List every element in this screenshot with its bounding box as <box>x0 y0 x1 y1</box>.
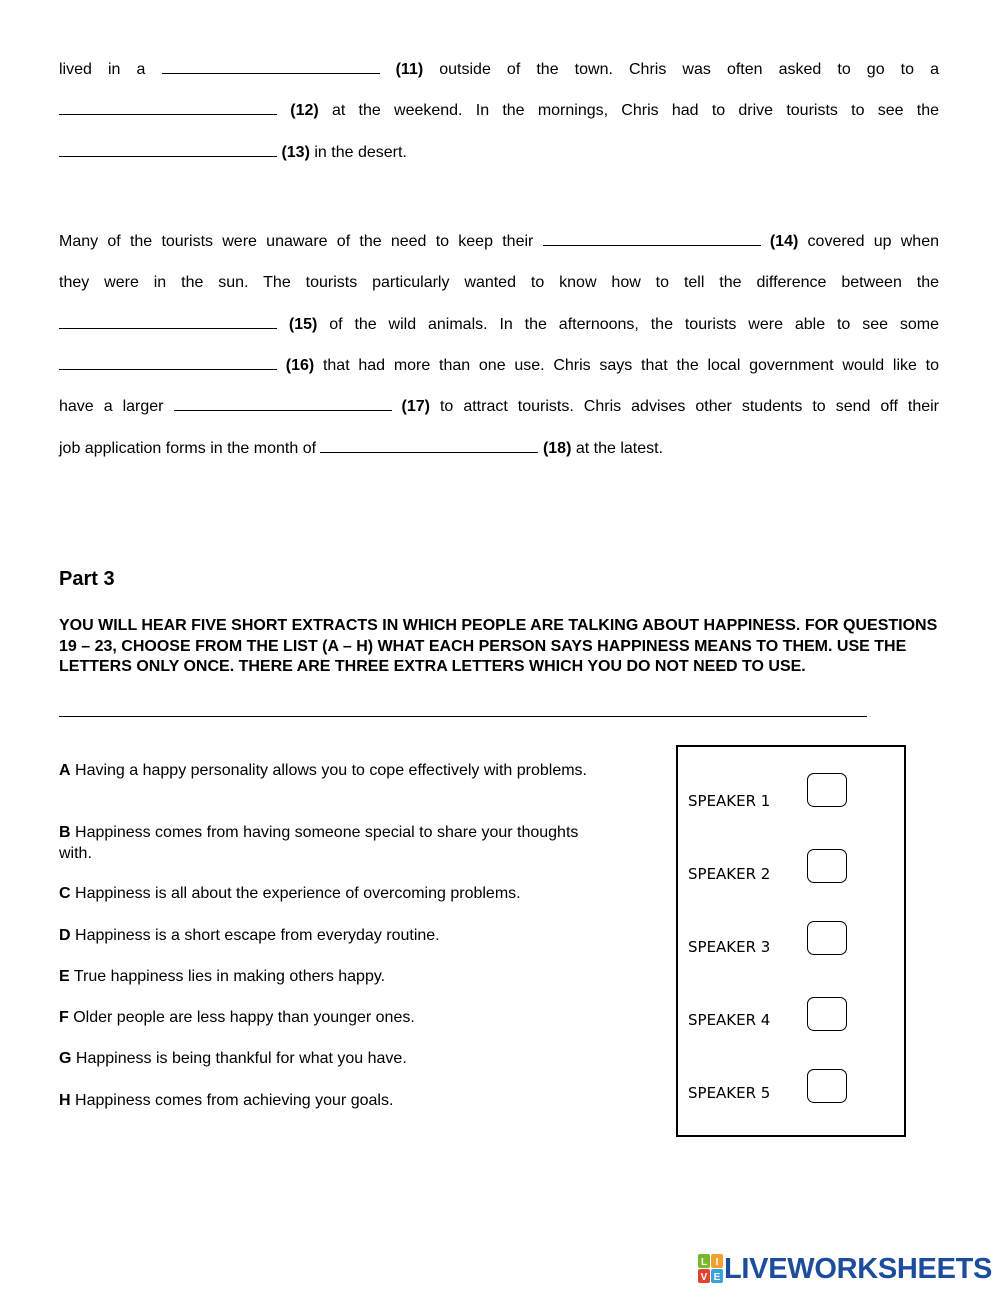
question-number-15: (15) <box>288 316 318 333</box>
passage-line-plain <box>59 273 939 293</box>
logo-icon-letter: L <box>700 1257 708 1268</box>
option-letter: B <box>59 824 71 841</box>
question-number-13: (13) <box>281 144 310 161</box>
option-a <box>59 761 599 782</box>
passage-text: they were in the sun. The tourists particularly wanted to know how to tell the difference between the <box>59 274 939 291</box>
speaker-4-answer-box[interactable] <box>807 997 847 1031</box>
option-text: Happiness comes from having someone special to share your thoughts with. <box>59 824 579 862</box>
option-letter: E <box>59 968 70 985</box>
passage-line-13 <box>59 142 939 163</box>
question-number-11: (11) <box>395 61 424 78</box>
passage-text: at the weekend. In the mornings, Chris had to drive tourists to see the <box>318 102 940 119</box>
passage-text: to attract tourists. Chris advises other students to send off their <box>429 398 940 415</box>
passage-line-15 <box>59 314 939 335</box>
logo-text: LIVEWORKSHEETS <box>724 1252 993 1285</box>
passage-text: at the latest. <box>571 440 663 457</box>
liveworksheets-logo-icon <box>698 1254 724 1284</box>
answer-blank-15[interactable] <box>59 314 277 329</box>
option-letter: F <box>59 1009 69 1026</box>
passage-text: in the desert. <box>309 144 407 161</box>
option-text: Having a happy personality allows you to cope effectively with problems. <box>70 762 587 779</box>
passage-line-12 <box>59 100 939 121</box>
question-number-14: (14) <box>769 233 799 250</box>
passage-text: Many of the tourists were unaware of the need to keep their <box>59 233 543 250</box>
option-c <box>59 884 619 905</box>
liveworksheets-logo <box>698 1253 992 1285</box>
logo-icon-letter: I <box>715 1257 719 1268</box>
option-text: Happiness comes from achieving your goals. <box>70 1092 394 1109</box>
option-g <box>59 1049 599 1070</box>
speaker-4-label: SPEAKER 4 <box>688 1011 771 1029</box>
passage-line-17 <box>59 396 939 417</box>
speaker-1-answer-box[interactable] <box>807 773 847 807</box>
answer-blank-16[interactable] <box>59 355 277 370</box>
speaker-answer-panel <box>676 745 906 1137</box>
passage-line-18 <box>59 438 939 459</box>
part-instructions: YOU WILL HEAR FIVE SHORT EXTRACTS IN WHICH PEOPLE ARE TALKING ABOUT HAPPINESS. FOR QUESTIONS 19 – 23, CHOOSE FROM THE LIST (A – H) WHAT EACH PERSON SAYS HAPPINESS MEANS TO THEM. USE THE LETTERS ONLY ONCE. THERE ARE THREE EXTRA LETTERS WHICH YOU DO NOT NEED TO USE. <box>59 617 938 675</box>
question-number-16: (16) <box>285 357 315 374</box>
option-h <box>59 1091 599 1112</box>
option-text: Older people are less happy than younger ones. <box>68 1009 415 1026</box>
option-text: Happiness is a short escape from everyday routine. <box>70 927 440 944</box>
option-letter: G <box>59 1050 72 1067</box>
option-text: Happiness is all about the experience of overcoming problems. <box>70 885 521 902</box>
passage-text: outside of the town. Chris was often asked to go to a <box>423 61 940 78</box>
speaker-3-answer-box[interactable] <box>807 921 847 955</box>
passage-line-11 <box>59 59 939 80</box>
option-letter: A <box>59 762 71 779</box>
divider <box>59 716 867 717</box>
option-d <box>59 926 599 947</box>
option-letter: H <box>59 1092 71 1109</box>
option-f <box>59 1008 599 1029</box>
speaker-3-label: SPEAKER 3 <box>688 938 771 956</box>
logo-icon-letter: V <box>700 1272 708 1283</box>
question-number-12: (12) <box>290 102 319 119</box>
passage-text: covered up when <box>798 233 939 250</box>
passage-text: of the wild animals. In the afternoons, the tourists were able to see some <box>317 316 940 333</box>
speaker-2-answer-box[interactable] <box>807 849 847 883</box>
answer-blank-11[interactable] <box>162 59 380 74</box>
question-number-17: (17) <box>401 398 430 415</box>
passage-text: job application forms in the month of <box>59 440 321 457</box>
answer-blank-17[interactable] <box>174 396 392 411</box>
option-b <box>59 823 599 864</box>
part-title: Part 3 <box>59 568 115 590</box>
option-e <box>59 967 599 988</box>
answer-blank-13[interactable] <box>59 142 277 157</box>
answer-blank-14[interactable] <box>543 231 761 246</box>
speaker-5-answer-box[interactable] <box>807 1069 847 1103</box>
passage-text: lived in a <box>59 61 162 78</box>
speaker-2-label: SPEAKER 2 <box>688 865 771 883</box>
answer-blank-12[interactable] <box>59 100 277 115</box>
option-text: True happiness lies in making others happy. <box>69 968 386 985</box>
passage-text: have a larger <box>59 398 174 415</box>
speaker-5-label: SPEAKER 5 <box>688 1084 771 1102</box>
option-letter: C <box>59 885 71 902</box>
option-text: Happiness is being thankful for what you have. <box>71 1050 407 1067</box>
passage-text: that had more than one use. Chris says that the local government would like to <box>314 357 939 374</box>
question-number-18: (18) <box>542 440 572 457</box>
logo-icon-letter: E <box>713 1272 721 1283</box>
passage-line-16 <box>59 355 939 376</box>
passage-line-14 <box>59 231 939 252</box>
option-letter: D <box>59 927 71 944</box>
answer-blank-18[interactable] <box>320 438 538 453</box>
speaker-1-label: SPEAKER 1 <box>688 792 771 810</box>
